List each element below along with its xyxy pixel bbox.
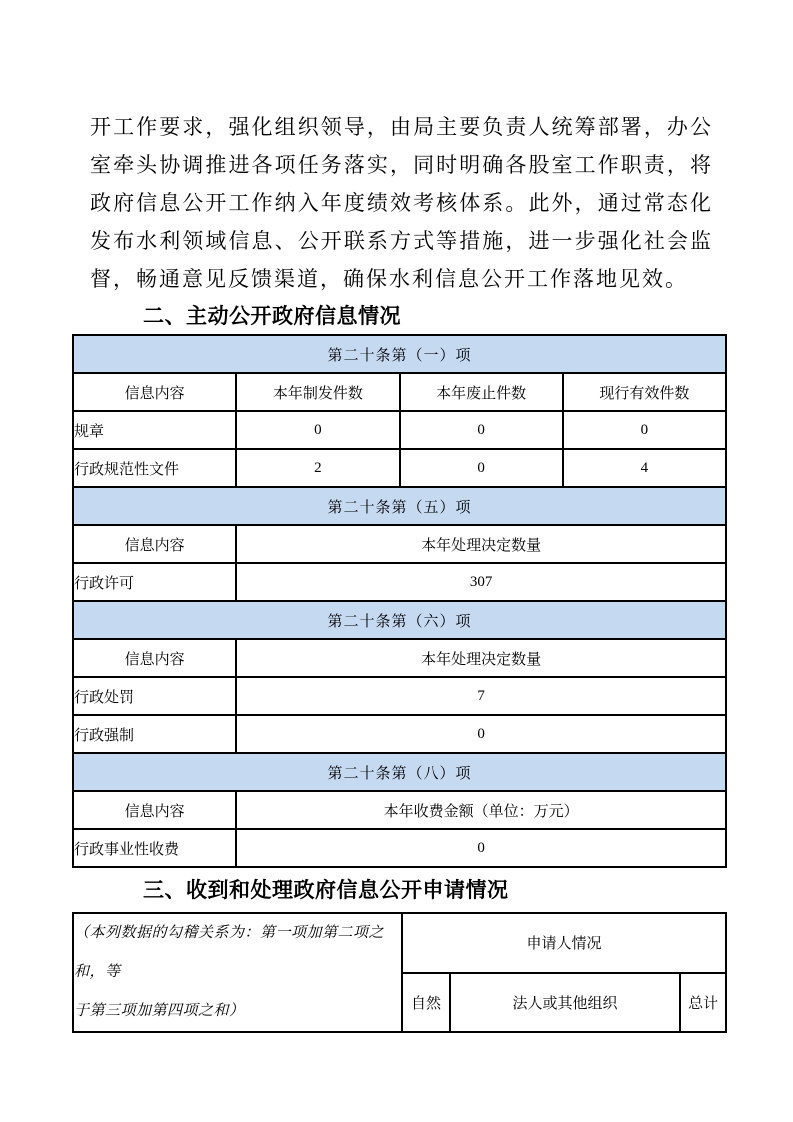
cell-value: 0: [236, 411, 399, 449]
table-row: [73, 913, 726, 973]
table-header-row: [73, 791, 726, 829]
column-header: 自然: [402, 973, 450, 1033]
section-band-title: 第二十条第（一）项: [73, 335, 726, 373]
cell-value: 0: [400, 411, 563, 449]
column-header: 总计: [680, 973, 726, 1033]
table-row: [73, 715, 726, 753]
row-label: 行政强制: [73, 715, 236, 753]
reconciliation-note-line1: （本列数据的勾稽关系为：第一项加第二项之和，等: [74, 925, 385, 980]
cell-value: 2: [236, 449, 399, 487]
table-section-band-1: [73, 335, 726, 373]
column-header: 本年制发件数: [236, 373, 399, 411]
section2-heading: 二、主动公开政府信息情况: [143, 305, 401, 328]
column-header: 本年处理决定数量: [236, 525, 726, 563]
section3-heading: 三、收到和处理政府信息公开申请情况: [143, 879, 509, 902]
column-header: 本年处理决定数量: [236, 639, 726, 677]
section-band-title: 第二十条第（六）项: [73, 601, 726, 639]
row-label: 规章: [73, 411, 236, 449]
table-row: [73, 677, 726, 715]
table-section-band-6: [73, 601, 726, 639]
reconciliation-note: [73, 913, 402, 1032]
table-row: [73, 411, 726, 449]
body-paragraph: 开工作要求，强化组织领导，由局主要负责人统筹部署，办公室牵头协调推进各项任务落实，同时明确各股室工作职责，将政府信息公开工作纳入年度绩效考核体系。此外，通过常态化发布水利领域信息、公开联系方式等措施，进一步强化社会监督，畅通意见反馈渠道，确保水利信息公开工作落地见效。: [90, 115, 713, 291]
column-header: 信息内容: [73, 373, 236, 411]
row-label: 行政规范性文件: [73, 449, 236, 487]
table-header-row: [73, 373, 726, 411]
cell-value: 4: [563, 449, 726, 487]
cell-value: 0: [400, 449, 563, 487]
applicant-group-header: 申请人情况: [402, 913, 726, 973]
section-band-title: 第二十条第（五）项: [73, 487, 726, 525]
table-row: [73, 829, 726, 867]
table-header-row: [73, 525, 726, 563]
reconciliation-note-line2: 于第三项加第四项之和）: [74, 1003, 245, 1019]
table-row: [73, 563, 726, 601]
table-header-row: [73, 639, 726, 677]
column-header: 本年收费金额（单位：万元）: [236, 791, 726, 829]
table-section-band-8: [73, 753, 726, 791]
table-section-band-5: [73, 487, 726, 525]
table-row: [73, 449, 726, 487]
cell-value: 7: [236, 677, 726, 715]
cell-value: 307: [236, 563, 726, 601]
row-label: 行政处罚: [73, 677, 236, 715]
section-band-title: 第二十条第（八）项: [73, 753, 726, 791]
applications-table: [72, 912, 727, 1033]
cell-value: 0: [563, 411, 726, 449]
cell-value: 0: [236, 829, 726, 867]
row-label: 行政事业性收费: [73, 829, 236, 867]
column-header: 信息内容: [73, 639, 236, 677]
row-label: 行政许可: [73, 563, 236, 601]
cell-value: 0: [236, 715, 726, 753]
column-header: 现行有效件数: [563, 373, 726, 411]
column-header: 信息内容: [73, 791, 236, 829]
proactive-disclosure-table: [72, 334, 727, 868]
column-header: 本年废止件数: [400, 373, 563, 411]
column-header: 信息内容: [73, 525, 236, 563]
column-header: 法人或其他组织: [450, 973, 681, 1033]
